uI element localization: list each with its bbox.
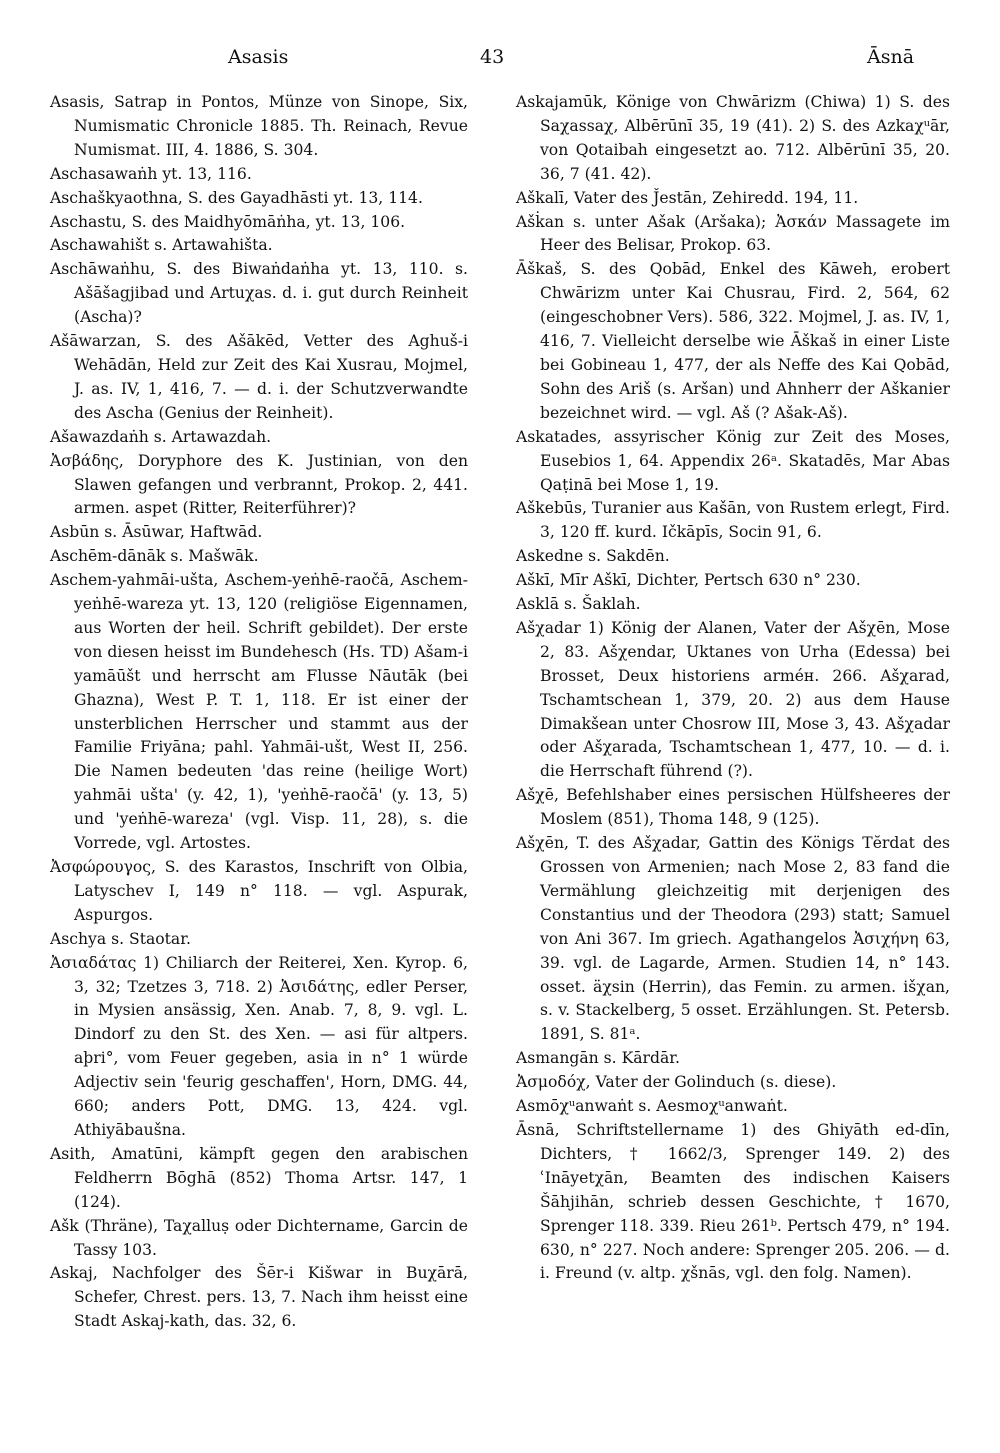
dictionary-entry: Aschāwaṅhu, S. des Biwaṅdaṅha yt. 13, 110. s. Ašāšagjibad und Artuχas. d. i. gut durch Reinheit (Ascha)? [50, 260, 468, 327]
dictionary-entry: Ašāwarzan, S. des Ašākēd, Vetter des Aghuš-i Wehādān, Held zur Zeit des Kai Xusrau, Mojmel, J. as. IV, 1, 416, 7. — d. i. der Schutzverwandte des Ascha (Genius der Reinheit). [50, 332, 468, 422]
dictionary-entry: Aschem-yahmāi-ušta, Aschem-yeṅhē-raočā, Aschem-yeṅhē-wareza yt. 13, 120 (religiöse Eigennamen, aus Worten der heil. Schrift gebildet). Der erste von diesen heisst im Bundehesch (Hs. TD) Ašam-i yamāūšt und herrscht am Flusse Nāutāk (bei Ghazna), West P. T. 1, 118. Er ist einer der unsterblichen Herrscher und stammt aus der Familie Friyāna; pahl. Yahmāi-ušt, West II, 256. Die Namen bedeuten 'das reine (heilige Wort) yahmāi ušta' (y. 42, 1), 'yeṅhē-raočā' (y. 13, 5) und 'yeṅhē-wareza' (vgl. Visp. 11, 28), s. die Vorrede, vgl. Artostes. [50, 571, 468, 853]
dictionary-entry: Aschaškyaothna, S. des Gayadhāsti yt. 13, 114. [50, 188, 423, 207]
dictionary-entry: Ἀσιαδάτας 1) Chiliarch der Reiterei, Xen. Kyrop. 6, 3, 32; Tzetzes 3, 718. 2) Ἀσιδάτης, edler Perser, in Mysien ansässig, Xen. Anab. 7, 8, 9. vgl. L. Dindorf zu den St. des Xen. — asi für altpers. aþri°, vom Feuer gegeben, asia in n° 1 würde Adjectiv sein 'feurig geschaffen', Horn, DMG. 44, 660; anders Pott, DMG. 13, 424. vgl. Athiyābaušna. [50, 953, 468, 1139]
dictionary-entry: Ἀσφώρουγος, S. des Karastos, Inschrift von Olbia, Latyschev I, 149 n° 118. — vgl. Aspurak, Aspurgos. [50, 858, 468, 924]
dictionary-entry: Askedne s. Sakdēn. [516, 547, 670, 566]
dictionary-entry: Āsnā, Schriftstellername 1) des Ghiyāth ed-dīn, Dichters, † 1662/3, Sprenger 149. 2) des ʿInāyetχān, Beamten des indischen Kaisers Šāhjihān, schrieb dessen Geschichte, † 1670, Sprenger 118. 339. Rieu 261ᵇ. Pertsch 479, n° 194. 630, n° 227. Noch andere: Sprenger 205. 206. — d. i. Freund (v. altp. χšnās, vgl. den folg. Namen). [516, 1120, 950, 1283]
dictionary-entry: Aschasawaṅh yt. 13, 116. [50, 164, 252, 183]
dictionary-entry: Asasis, Satrap in Pontos, Münze von Sinope, Six, Numismatic Chronicle 1885. Th. Reinach, Revue Numismat. III, 4. 1886, S. 304. [50, 93, 468, 159]
dictionary-entry: Askajamūk, Könige von Chwārizm (Chiwa) 1) S. des Saχassaχ, Albērūnī 35, 19 (41). 2) S. des Azkaχᵘār, von Qotaibah eingesetzt ao. 712. Albērūnī 35, 20. 36, 7 (41. 42). [516, 93, 950, 183]
dictionary-entry: Aškebūs, Turanier aus Kašān, von Rustem erlegt, Fird. 3, 120 ff. kurd. Ičkāpīs, Socin 91, 6. [516, 499, 950, 542]
dictionary-entry: Askatades, assyrischer König zur Zeit des Moses, Eusebios 1, 64. Appendix 26ᵃ. Skatadēs, Mar Abas Qaṭinā bei Mose 1, 19. [516, 427, 950, 494]
dictionary-entry: Ašχadar 1) König der Alanen, Vater der Ašχēn, Mose 2, 83. Ašχendar, Uktanes von Urha (Edessa) bei Brosset, Deux historiens arméн. 266. Ašχarad, Tschamtschean 1, 379, 20. 2) aus dem Hause Dimakšean unter Chosrow III, Mose 3, 43. Ašχadar oder Ašχarada, Tschamtschean 1, 477, 10. — d. i. die Herrschaft führend (?). [516, 618, 950, 781]
dictionary-entry: Aschawahišt s. Artawahišta. [50, 236, 273, 255]
dictionary-entry: Asbūn s. Āsūwar, Haftwād. [50, 523, 263, 542]
dictionary-entry: Aschastu, S. des Maidhyōmāṅha, yt. 13, 106. [50, 212, 406, 231]
running-header [0, 46, 1000, 70]
dictionary-entry: Ἀσβάδης, Doryphore des K. Justinian, von den Slawen gefangen und verbrannt, Prokop. 2, 441. armen. aspet (Ritter, Reiterführer)? [50, 451, 468, 518]
header-left-keyword: Asasis [228, 46, 289, 68]
dictionary-entry: Asmangān s. Kārdār. [516, 1049, 680, 1068]
dictionary-entry: Ašχē, Befehlshaber eines persischen Hülfsheeres der Moslem (851), Thoma 148, 9 (125). [516, 786, 950, 829]
right-column [516, 91, 950, 1286]
dictionary-entry: Aschēm-dānāk s. Mašwāk. [50, 547, 259, 566]
dictionary-entry: Ašk (Thräne), Taχalluṣ oder Dichtername, Garcin de Tassy 103. [50, 1216, 468, 1259]
header-right-keyword: Āsnā [867, 46, 915, 68]
dictionary-entry: Ašawazdaṅh s. Artawazdah. [50, 427, 272, 446]
left-column [50, 91, 468, 1334]
dictionary-entry: Ἀσμοδόχ, Vater der Golinduch (s. diese). [516, 1073, 837, 1092]
page-number: 43 [480, 46, 505, 68]
dictionary-entry: Āškaš, S. des Qobād, Enkel des Kāweh, erobert Chwārizm unter Kai Chusrau, Fird. 2, 564, 62 (eingeschobner Vers). 586, 322. Mojmel, J. as. IV, 1, 416, 7. Vielleicht derselbe wie Āškaš in einer Liste bei Gobineau 1, 477, der als Neffe des Kai Qobād, Sohn des Ariš (s. Aršan) und Ahnherr der Aškanier bezeichnet wird. — vgl. Aš (? Ašak-Aš). [516, 260, 950, 422]
dictionary-entry: Askaj, Nachfolger des Šēr-i Kišwar in Buχārā, Schefer, Chrest. pers. 13, 7. Nach ihm heisst eine Stadt Askaj-kath, das. 32, 6. [50, 1264, 468, 1331]
dictionary-entry: Asith, Amatūni, kämpft gegen den arabischen Feldherrn Bōghā (852) Thoma Artsr. 147, 1 (124). [50, 1144, 468, 1211]
dictionary-entry: Asmōχᵘanwaṅt s. Aesmoχᵘanwaṅt. [516, 1097, 788, 1116]
dictionary-entry: Asklā s. Šaklah. [516, 595, 641, 614]
dictionary-entry: Aškī, Mīr Aškī, Dichter, Pertsch 630 n° 230. [516, 571, 861, 590]
dictionary-entry: Ašk̇an s. unter Ašak (Aršaka); Ἀσκάν Massagete im Heer des Belisar, Prokop. 63. [516, 212, 950, 255]
dictionary-entry: Ašχēn, T. des Ašχadar, Gattin des Königs Tĕrdat des Grossen von Armenien; nach Mose 2, 83 fand die Vermählung gleichzeitig mit derjenigen des Constantius und der Theodora (293) statt; Samuel von Ani 367. Im griech. Agathangelos Ἀσιχήνη 63, 39. vgl. de Lagarde, Armen. Studien 14, n° 143. osset. äχsin (Herrin), das Femin. zu armen. išχan, s. v. Stackelberg, 5 osset. Erzählungen. St. Petersb. 1891, S. 81ᵃ. [516, 834, 950, 1044]
dictionary-entry: Aschya s. Staotar. [50, 929, 191, 948]
dictionary-entry: Aškalī, Vater des J̌estān, Zehiredd. 194, 11. [516, 188, 859, 207]
